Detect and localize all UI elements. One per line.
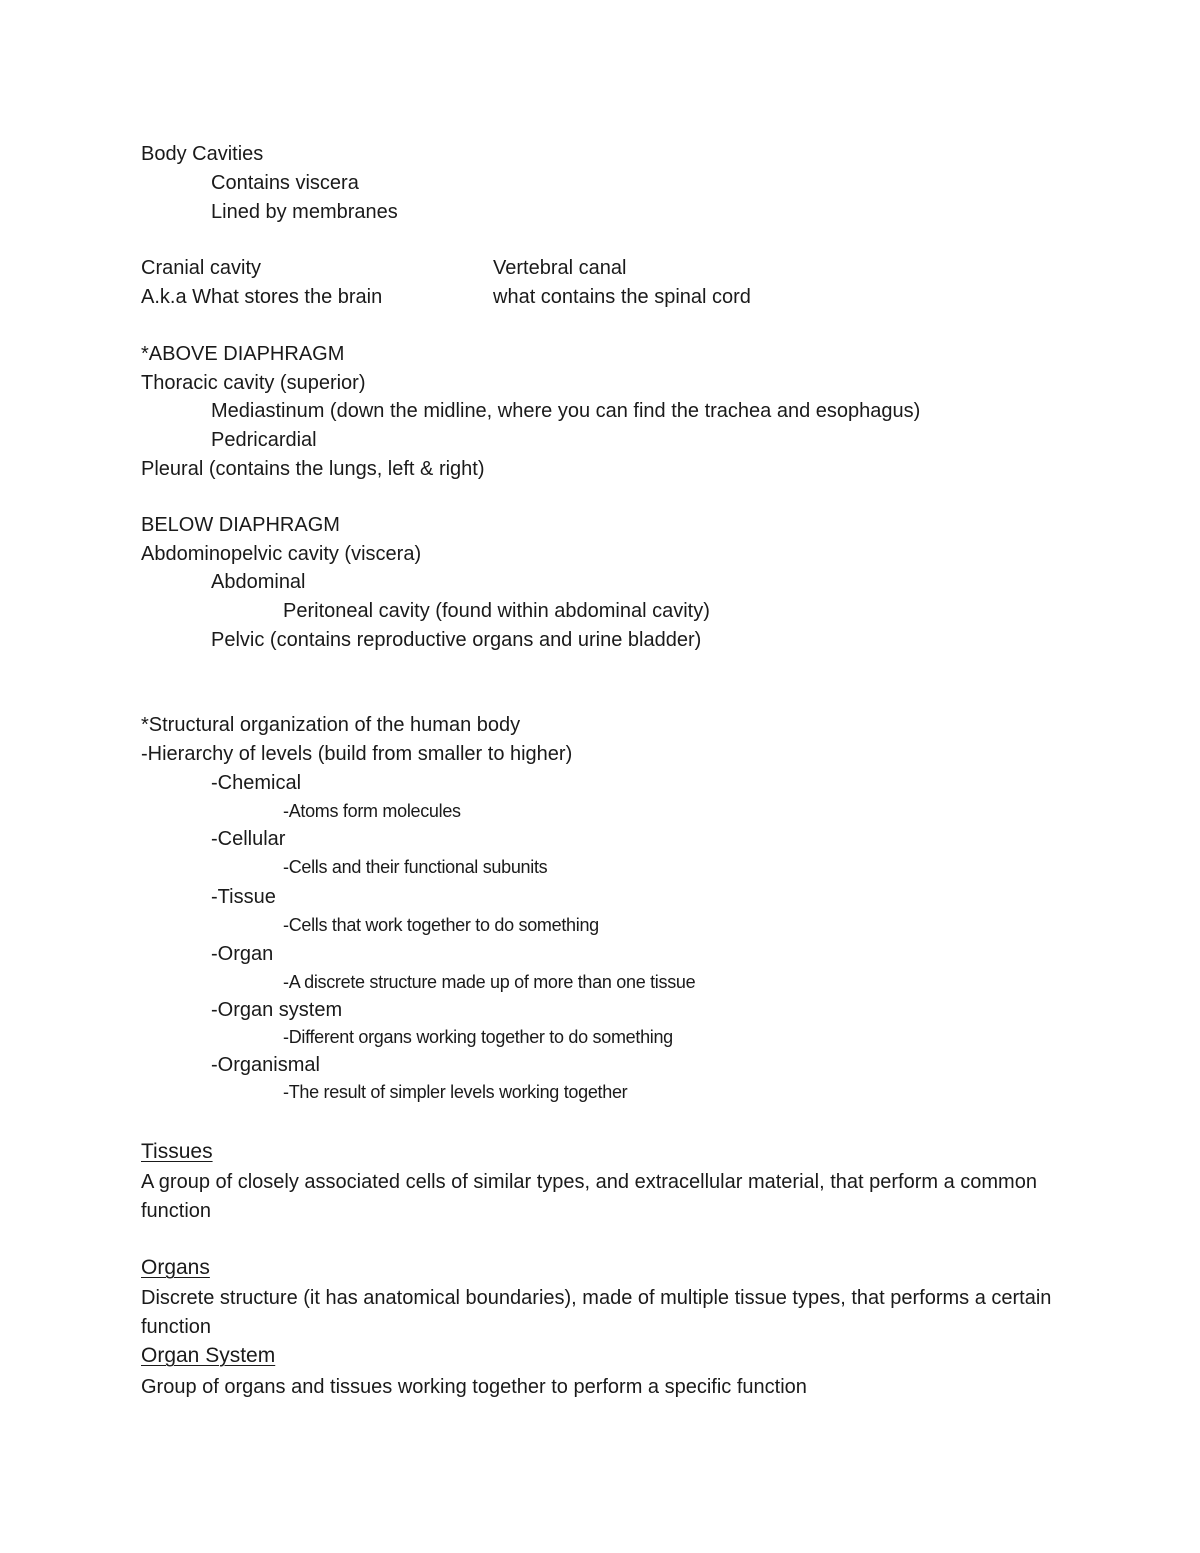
cranial-cavity-desc: A.k.a What stores the brain	[141, 286, 383, 308]
level-name: -Chemical	[211, 772, 302, 794]
structural-heading: *Structural organization of the human body	[141, 714, 521, 736]
vertebral-canal-desc: what contains the spinal cord	[493, 286, 751, 308]
level-name: -Organismal	[211, 1054, 320, 1076]
organ-system-definition: Group of organs and tissues working together to perform a specific function	[141, 1376, 807, 1398]
tissues-definition: A group of closely associated cells of similar types, and extracellular material, that perform a common function	[141, 1171, 1037, 1222]
thoracic-cavity: Thoracic cavity (superior)	[141, 372, 366, 394]
organs-heading: Organs	[141, 1256, 210, 1279]
below-diaphragm-heading: BELOW DIAPHRAGM	[141, 514, 340, 536]
level-name: -Tissue	[211, 886, 276, 908]
pleural: Pleural (contains the lungs, left & right)	[141, 458, 485, 480]
abdominopelvic-cavity: Abdominopelvic cavity (viscera)	[141, 543, 422, 565]
level-desc: -Cells and their functional subunits	[283, 857, 548, 877]
tissues-heading: Tissues	[141, 1140, 213, 1163]
hierarchy-line: -Hierarchy of levels (build from smaller to higher)	[141, 743, 573, 765]
level-desc: -Atoms form molecules	[283, 801, 461, 821]
organ-system-heading: Organ System	[141, 1344, 276, 1367]
body-cavities-point: Contains viscera	[211, 172, 359, 194]
level-desc: -The result of simpler levels working together	[283, 1082, 628, 1102]
abdominal: Abdominal	[211, 571, 306, 593]
level-name: -Organ	[211, 943, 274, 965]
pelvic: Pelvic (contains reproductive organs and urine bladder)	[211, 629, 702, 651]
level-desc: -A discrete structure made up of more than one tissue	[283, 972, 696, 992]
level-name: -Cellular	[211, 828, 286, 850]
organs-definition: Discrete structure (it has anatomical boundaries), made of multiple tissue types, that performs a certain function	[141, 1287, 1052, 1338]
vertebral-canal-title: Vertebral canal	[493, 257, 627, 279]
body-cavities-heading: Body Cavities	[141, 143, 264, 165]
level-desc: -Different organs working together to do something	[283, 1027, 673, 1047]
level-desc: -Cells that work together to do something	[283, 915, 599, 935]
above-diaphragm-heading: *ABOVE DIAPHRAGM	[141, 343, 345, 365]
pericardial: Pedricardial	[211, 429, 317, 451]
level-name: -Organ system	[211, 999, 343, 1021]
body-cavities-point: Lined by membranes	[211, 201, 398, 223]
peritoneal-cavity: Peritoneal cavity (found within abdominal cavity)	[283, 600, 710, 622]
cranial-cavity-title: Cranial cavity	[141, 257, 262, 279]
mediastinum: Mediastinum (down the midline, where you can find the trachea and esophagus)	[211, 400, 921, 422]
